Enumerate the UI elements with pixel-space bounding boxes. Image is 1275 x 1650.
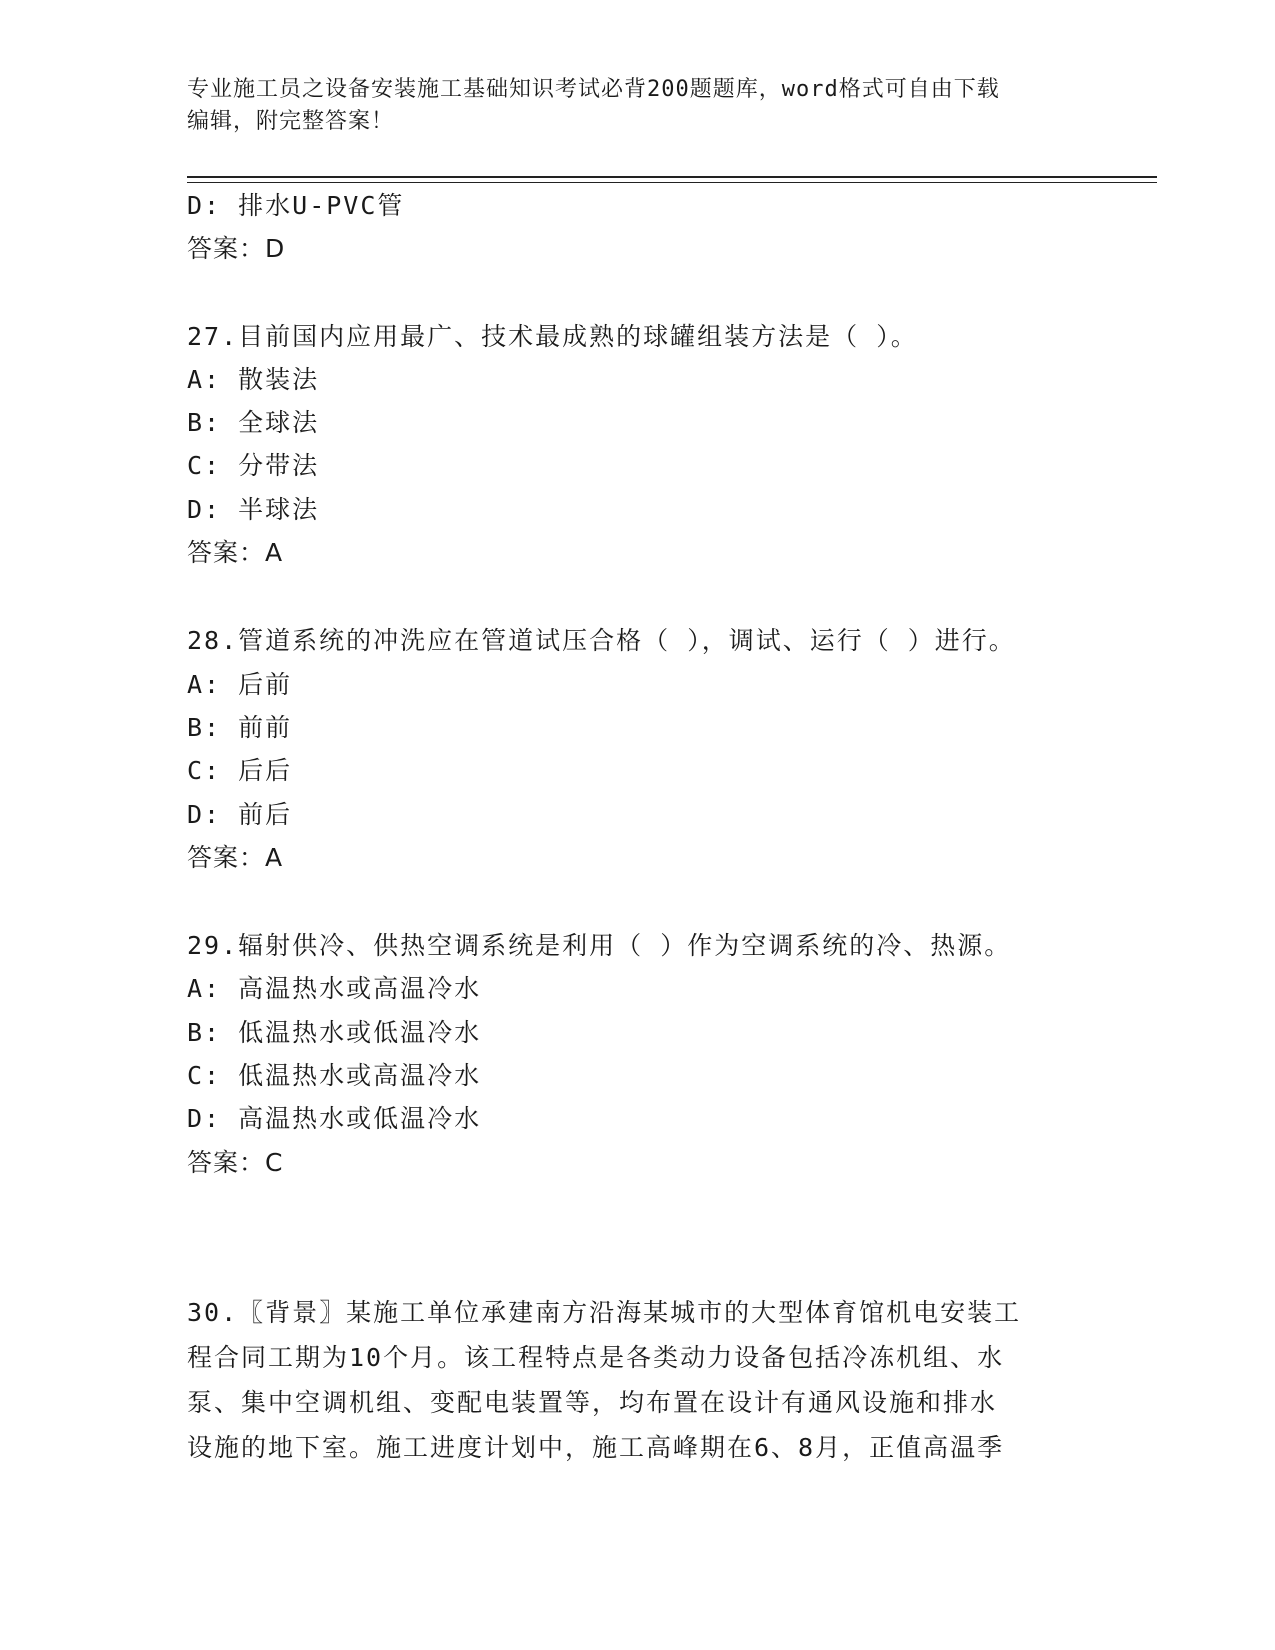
q27-option-c: C: 分带法 (187, 451, 320, 480)
header-divider-thin (187, 182, 1157, 183)
q28-stem: 28.管道系统的冲洗应在管道试压合格（ ），调试、运行（ ）进行。 (187, 626, 1016, 655)
header-line-1: 专业施工员之设备安装施工基础知识考试必背200题题库，word格式可自由下载 (187, 77, 1000, 102)
q27-stem: 27.目前国内应用最广、技术最成熟的球罐组装方法是（ ）。 (187, 322, 918, 351)
q29-option-a: A: 高温热水或高温冷水 (187, 974, 482, 1003)
q29-option-b: B: 低温热水或低温冷水 (187, 1018, 482, 1047)
document-header (187, 74, 1067, 138)
q29-option-c: C: 低温热水或高温冷水 (187, 1061, 482, 1090)
q30-background-paragraph (187, 1290, 1077, 1470)
q28-option-c: C: 后后 (187, 756, 293, 785)
q30-line-1: 30.〖背景〗某施工单位承建南方沿海某城市的大型体育馆机电安装工 (187, 1298, 1022, 1327)
q26-option-d: D: 排水U-PVC管 (187, 191, 405, 220)
q30-line-3: 泵、集中空调机组、变配电装置等，均布置在设计有通风设施和排水 (187, 1388, 998, 1417)
q29-stem: 29.辐射供冷、供热空调系统是利用（ ）作为空调系统的冷、热源。 (187, 931, 1012, 960)
q30-line-4: 设施的地下室。施工进度计划中，施工高峰期在6、8月，正值高温季 (187, 1433, 1005, 1462)
q29-answer: 答案：C (187, 1148, 284, 1177)
q28-answer: 答案：A (187, 843, 284, 872)
q28-option-b: B: 前前 (187, 713, 293, 742)
q27-option-b: B: 全球法 (187, 408, 320, 437)
q29-option-d: D: 高温热水或低温冷水 (187, 1104, 482, 1133)
q27-option-a: A: 散装法 (187, 365, 320, 394)
q28-option-d: D: 前后 (187, 800, 293, 829)
q30-line-2: 程合同工期为10个月。该工程特点是各类动力设备包括冷冻机组、水 (187, 1343, 1005, 1372)
q27-option-d: D: 半球法 (187, 495, 320, 524)
header-divider-thick (187, 176, 1157, 178)
q27-answer: 答案：A (187, 538, 284, 567)
header-line-2: 编辑，附完整答案！ (187, 109, 395, 134)
q28-option-a: A: 后前 (187, 670, 293, 699)
q26-answer: 答案：D (187, 234, 286, 263)
